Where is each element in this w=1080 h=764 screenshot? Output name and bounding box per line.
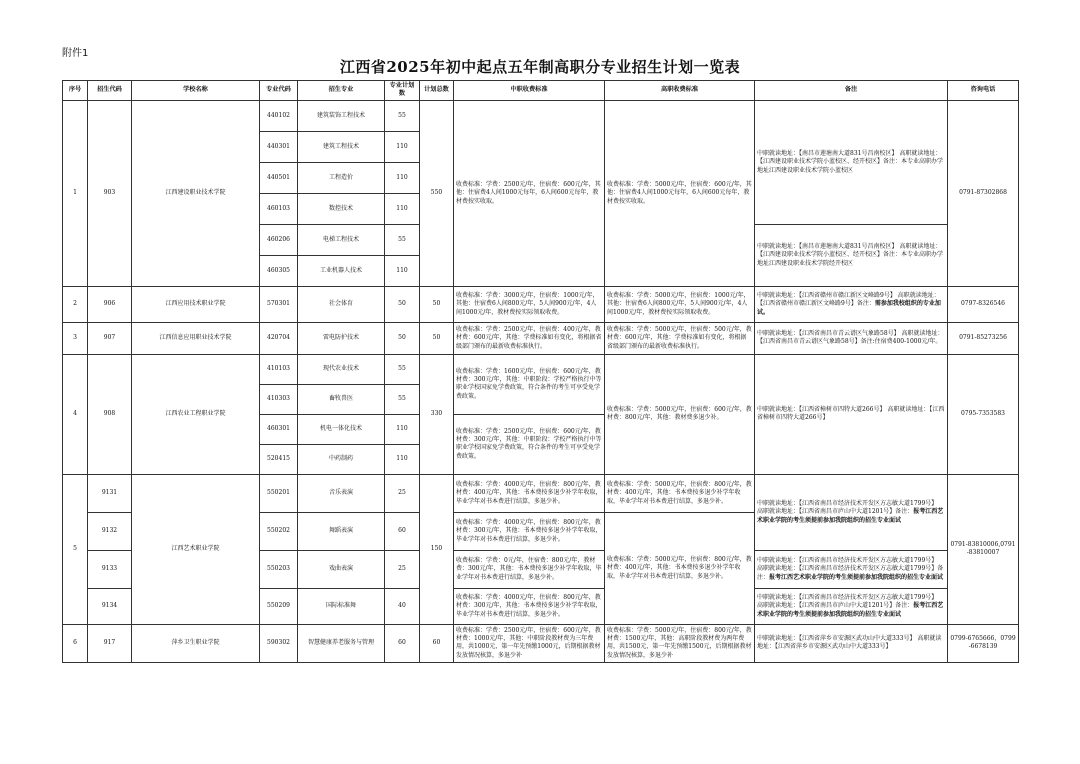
gaozhi-fee: 收费标准：学费：5000元/年，住宿费：600元/年，其他：住宿费4人间1000元每年，6人间600元每年，教材费按实收取。 [605,100,755,286]
school-code: 917 [88,624,132,662]
phone: 0795-7353583 [948,354,1019,474]
major-name: 工程造价 [298,162,385,193]
major-name: 社会体育 [298,286,385,322]
gaozhi-fee: 收费标准：学费：5000元/年，住宿费：800元/年，教材费：400元/年，其他：书本费按多退少补学年收取，毕业学年对书本费进行结算，多退少补。 [605,474,755,512]
major-code: 550201 [260,474,298,512]
header-notes: 备注 [755,81,948,101]
major-name: 中药制药 [298,444,385,474]
zhongzhi-fee: 收费标准：学费：4000元/年，住宿费：800元/年，教材费：400元/年，其他：书本费按多退少补学年收取，毕业学年对书本费进行结算，多退少补。 [454,474,605,512]
major-plan: 50 [385,322,420,354]
major-plan: 110 [385,162,420,193]
major-code: 550209 [260,588,298,624]
total-plan: 550 [420,100,454,286]
major-code: 410103 [260,354,298,384]
notes: 中职就读地址：【南昌市莲塘南大道831号昌南校区】 高职就读地址：【江西建设职业技术学院小蓝校区、经开校区】备注：本专业高职办学地址江西建设职业技术学院小蓝校区 [755,100,948,224]
major-plan: 110 [385,131,420,162]
gaozhi-fee: 收费标准：学费：5000元/年，住宿费：500元/年，教材费：600元/年，其他：学费标准如有变化，将根据省级部门颁布的最新收费标准执行。 [605,322,755,354]
major-plan: 25 [385,474,420,512]
header-major: 招生专业 [298,81,385,101]
header-row [63,81,1019,101]
phone: 0791-83810006,0791-83810007 [948,474,1019,624]
page-title: 江西省2025年初中起点五年制高职分专业招生计划一览表 [339,58,741,76]
major-code: 520415 [260,444,298,474]
notes [755,588,948,624]
row-no: 1 [63,100,88,286]
school-name: 江西建设职业技术学院 [132,100,260,286]
header-no: 序号 [63,81,88,101]
major-plan: 110 [385,444,420,474]
table-row [63,100,1019,131]
major-code: 460103 [260,193,298,224]
major-name: 机电一体化技术 [298,414,385,444]
school-code: 9131 [88,474,132,512]
major-name: 雷电防护技术 [298,322,385,354]
table-row [63,286,1019,322]
notes-emphasis: 需参加我校组织的专业加试。 [757,300,941,316]
major-name: 戏曲表演 [298,550,385,588]
major-code: 440501 [260,162,298,193]
phone: 0791-87302868 [948,100,1019,286]
major-name: 电梯工程技术 [298,224,385,255]
major-code: 410303 [260,384,298,414]
notes-text: 中职就读地址：【江西省南昌市经济技术开发区方志敏大道1799号】 高职就读地址：【江西省南昌市庐山中大道1201号】备注： [757,593,938,610]
gaozhi-fee: 收费标准：学费：5000元/年，住宿费：1000元/年，其他：住宿费6人间800元/年，5人间900元/年，4人间1000元/年，教材费按实际领取收费。 [605,286,755,322]
notes: 中职就读地址：【南昌市莲塘南大道831号昌南校区】 高职就读地址：【江西建设职业技术学院小蓝校区、经开校区】备注：本专业高职办学地址江西建设职业技术学院经开校区 [755,224,948,286]
notes-text: 中职就读地址：【江西省赣州市赣江新区文峰路9号】 高职就读地址：【江西省赣州市赣江新区文峰路9号】备注： [757,291,940,308]
notes [755,474,948,550]
major-plan: 60 [385,624,420,662]
attachment-label: 附件1 [62,48,89,59]
zhongzhi-fee: 收费标准：学费：0元/年，住宿费：800元/年，教材费：300元/年，其他：书本费按多退少补学年收取，毕业学年对书本费进行结算，多退少补。 [454,550,605,588]
major-name: 建筑工程技术 [298,131,385,162]
school-code: 907 [88,322,132,354]
major-plan: 110 [385,414,420,444]
school-code: 9134 [88,588,132,624]
phone: 0791-85273256 [948,322,1019,354]
major-plan: 25 [385,550,420,588]
notes [755,550,948,588]
major-code: 550202 [260,512,298,550]
zhongzhi-fee: 收费标准：学费：4000元/年，住宿费：800元/年，教材费：300元/年，其他：书本费按多退少补学年收取，毕业学年对书本费进行结算，多退少补。 [454,588,605,624]
phone: 0797-8326546 [948,286,1019,322]
major-code: 460301 [260,414,298,444]
header-gaozhi-fee: 高职收费标准 [605,81,755,101]
school-name: 江西应用技术职业学院 [132,286,260,322]
major-code: 460305 [260,255,298,286]
notes [755,286,948,322]
zhongzhi-fee: 收费标准：学费：2500元/年，住宿费：400元/年，教材费：600元/年，其他：学费标准如有变化，将根据省级部门颁布的最新收费标准执行。 [454,322,605,354]
school-name: 萍乡卫生职业学院 [132,624,260,662]
header-total-plan: 计划总数 [420,81,454,101]
school-code: 906 [88,286,132,322]
header-code: 招生代码 [88,81,132,101]
notes: 中职就读地址：【江西省萍乡市安源区武功山中大道333号】 高职就读地址：【江西省萍乡市安源区武功山中大道333号】 [755,624,948,662]
total-plan: 150 [420,474,454,624]
school-name: 江西艺术职业学院 [132,474,260,624]
total-plan: 50 [420,286,454,322]
zhongzhi-fee: 收费标准：学费：3000元/年，住宿费：1000元/年，其他：住宿费6人间800元/年，5人间900元/年，4人间1000元/年，教材费按实际领取收费。 [454,286,605,322]
zhongzhi-fee: 收费标准：学费：1600元/年，住宿费：600元/年，教材费：300元/年，其他：中职阶段：学校严格执行中等职业学校国家免学费政策，符合条件的考生可享受免学费政策。 [454,354,605,414]
school-code: 903 [88,100,132,286]
gaozhi-fee: 收费标准：学费：5000元/年，住宿费：600元/年，教材费：800元/年，其他：教材费多退少补。 [605,354,755,474]
major-name: 畜牧兽医 [298,384,385,414]
zhongzhi-fee: 收费标准：学费：4000元/年，住宿费：800元/年，教材费：300元/年，其他：书本费按多退少补学年收取，毕业学年对书本费进行结算，多退少补。 [454,512,605,550]
major-name: 工业机器人技术 [298,255,385,286]
row-no: 3 [63,322,88,354]
row-no: 5 [63,474,88,624]
table-row [63,474,1019,512]
total-plan: 60 [420,624,454,662]
zhongzhi-fee: 收费标准：学费：2500元/年，住宿费：600元/年，其他：住宿费4人间1000元每年，6人间600元每年，教材费按实收取。 [454,100,605,286]
major-plan: 55 [385,384,420,414]
notes-text: 中职就读地址：【江西省南昌市经济技术开发区方志敏大道1799号】 高职就读地址：【江西省南昌市经济技术开发区方志敏大道1799号】备注： [757,556,944,581]
notes: 中职就读地址：【江西省樟树市四特大道266号】 高职就读地址：【江西省樟树市四特大道266号】 [755,354,948,474]
major-name: 现代农业技术 [298,354,385,384]
major-code: 550203 [260,550,298,588]
header-major-code: 专业代码 [260,81,298,101]
major-plan: 55 [385,100,420,131]
school-name: 江西信息应用职业技术学院 [132,322,260,354]
header-school: 学校名称 [132,81,260,101]
major-name: 音乐表演 [298,474,385,512]
total-plan: 50 [420,322,454,354]
table-row [63,354,1019,384]
school-code: 9133 [88,550,132,588]
gaozhi-fee: 收费标准：学费：5000元/年，住宿费：800元/年，教材费：1500元/年，其他：高职阶段教材费为两年费用，共1500元，第一年先预缴1500元，后期根据教材发放情况核算，多退少补 [605,624,755,662]
notes-text: 中职就读地址：【江西省南昌市经济技术开发区方志敏大道1799号】 高职就读地址：【江西省南昌市庐山中大道1201号】备注： [757,499,938,516]
total-plan: 330 [420,354,454,474]
major-plan: 55 [385,224,420,255]
major-plan: 110 [385,255,420,286]
notes: 中职就读地址：【江西省南昌市青云谱区气象路58号】 高职就读地址：【江西省南昌市青云谱区气象路58号】备注:住宿费400-1000元/年。 [755,322,948,354]
table-row [63,322,1019,354]
header-phone: 咨询电话 [948,81,1019,101]
row-no: 6 [63,624,88,662]
major-plan: 40 [385,588,420,624]
notes-emphasis: 报考江西艺术职业学院的考生须提前参加我院组织的招生专业面试 [757,508,944,524]
gaozhi-fee: 收费标准：学费：5000元/年，住宿费：800元/年，教材费：400元/年，其他：书本费按多退少补学年收取，毕业学年对书本费进行结算，多退少补。 [605,512,755,624]
major-code: 570301 [260,286,298,322]
major-plan: 55 [385,354,420,384]
row-no: 2 [63,286,88,322]
table-row [63,624,1019,662]
major-name: 国际标准舞 [298,588,385,624]
notes-emphasis: 报考江西艺术职业学院的考生须提前参加我院组织的招生专业面试 [757,602,944,618]
school-name: 江西农业工程职业学院 [132,354,260,474]
major-name: 舞蹈表演 [298,512,385,550]
row-no: 4 [63,354,88,474]
major-plan: 50 [385,286,420,322]
major-code: 440102 [260,100,298,131]
major-code: 420704 [260,322,298,354]
header-major-plan: 专业计划数 [385,81,420,101]
major-code: 440301 [260,131,298,162]
major-plan: 60 [385,512,420,550]
school-code: 9132 [88,512,132,550]
notes-emphasis: 报考江西艺术职业学院的考生须提前参加我院组织的招生专业面试 [769,573,944,581]
school-code: 908 [88,354,132,474]
major-code: 460206 [260,224,298,255]
major-name: 建筑装饰工程技术 [298,100,385,131]
zhongzhi-fee: 收费标准：学费：2500元/年，住宿费：600元/年，教材费：1000元/年，其他：中职阶段教材费为三年费用，共1000元，第一年先预缴1000元，后期根据教材发放情况核算，多退少补 [454,624,605,662]
phone: 0799-6765666，0799-6678139 [948,624,1019,662]
major-plan: 110 [385,193,420,224]
zhongzhi-fee: 收费标准：学费：2500元/年，住宿费：600元/年，教材费：300元/年，其他：中职阶段：学校严格执行中等职业学校国家免学费政策，符合条件的考生可享受免学费政策。 [454,414,605,474]
enrollment-table [62,80,1019,663]
major-code: 590302 [260,624,298,662]
major-name: 智慧健康养老服务与管理 [298,624,385,662]
major-name: 数控技术 [298,193,385,224]
header-zhongzhi-fee: 中职收费标准 [454,81,605,101]
